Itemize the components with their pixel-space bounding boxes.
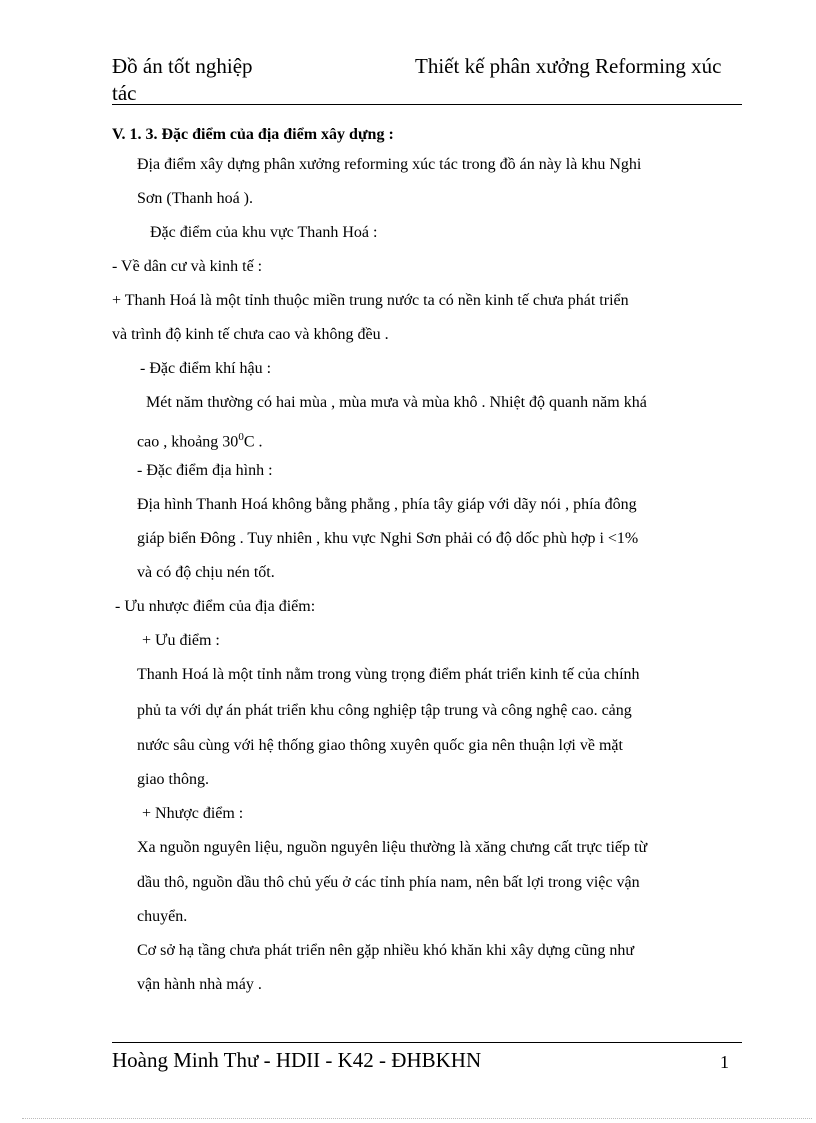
paragraph-line: vận hành nhà máy . bbox=[137, 976, 262, 993]
superscript: 0 bbox=[238, 431, 244, 443]
paragraph-line: Địa hình Thanh Hoá không bằng phẳng , phía tây giáp với dãy nói , phía đông bbox=[137, 496, 637, 513]
paragraph-line: chuyển. bbox=[137, 908, 188, 925]
paragraph-line: Xa nguồn nguyên liệu, nguồn nguyên liệu thường là xăng chưng cất trực tiếp từ bbox=[137, 839, 648, 856]
header-right-title: Thiết kế phân xưởng Reforming xúc bbox=[415, 54, 722, 78]
paragraph-line: Cơ sở hạ tầng chưa phát triển nên gặp nhiều khó khăn khi xây dựng cũng như bbox=[137, 942, 635, 959]
paragraph-line: và có độ chịu nén tốt. bbox=[137, 564, 275, 581]
list-item: - Đặc điểm địa hình : bbox=[137, 462, 273, 479]
paragraph-line: giao thông. bbox=[137, 771, 209, 788]
list-item: + Nhược điểm : bbox=[142, 805, 244, 822]
header-left-title: Đồ án tốt nghiệp tác bbox=[112, 54, 253, 105]
text-fragment: C . bbox=[243, 433, 263, 451]
paragraph-line: Thanh Hoá là một tỉnh nằm trong vùng trọng điểm phát triển kinh tế của chính bbox=[137, 666, 640, 683]
paragraph-line: Sơn (Thanh hoá ). bbox=[137, 190, 253, 207]
list-item: + Ưu điểm : bbox=[142, 632, 220, 649]
list-item: - Về dân cư và kinh tế : bbox=[112, 258, 263, 275]
section-heading: V. 1. 3. Đặc điểm của địa điểm xây dựng : bbox=[112, 126, 394, 143]
page-bottom-edge bbox=[22, 1118, 812, 1119]
paragraph-line: + Thanh Hoá là một tỉnh thuộc miền trung nước ta có nền kinh tế chưa phát triển bbox=[112, 292, 629, 309]
paragraph-line: Địa điểm xây dựng phân xưởng reforming xúc tác trong đồ án này là khu Nghi bbox=[137, 156, 642, 173]
paragraph-line: Mét năm thường có hai mùa , mùa mưa và mùa khô . Nhiệt độ quanh năm khá bbox=[146, 394, 647, 411]
paragraph-line: Đặc điểm của khu vực Thanh Hoá : bbox=[150, 224, 378, 241]
paragraph-line: nước sâu cùng với hệ thống giao thông xuyên quốc gia nên thuận lợi về mặt bbox=[137, 737, 623, 754]
list-item: - Đặc điểm khí hậu : bbox=[140, 360, 272, 377]
paragraph-line: phủ ta với dự án phát triển khu công nghiệp tập trung và công nghệ cao. cảng bbox=[137, 702, 632, 719]
paragraph-line: và trình độ kinh tế chưa cao và không đều . bbox=[112, 326, 389, 343]
text-fragment: cao , khoảng 30 bbox=[137, 433, 239, 451]
header-divider bbox=[112, 104, 742, 105]
page-number: 1 bbox=[720, 1052, 729, 1072]
paragraph-line: dầu thô, nguồn dầu thô chủ yếu ở các tỉnh phía nam, nên bất lợi trong việc vận bbox=[137, 874, 640, 891]
paragraph-line: giáp biển Đông . Tuy nhiên , khu vực Nghi Sơn phải có độ dốc phù hợp i <1% bbox=[137, 530, 639, 547]
footer-divider bbox=[112, 1042, 742, 1043]
list-item: - Ưu nhược điểm của địa điểm: bbox=[115, 598, 316, 615]
footer-author: Hoàng Minh Thư - HDII - K42 - ĐHBKHN bbox=[112, 1048, 482, 1072]
